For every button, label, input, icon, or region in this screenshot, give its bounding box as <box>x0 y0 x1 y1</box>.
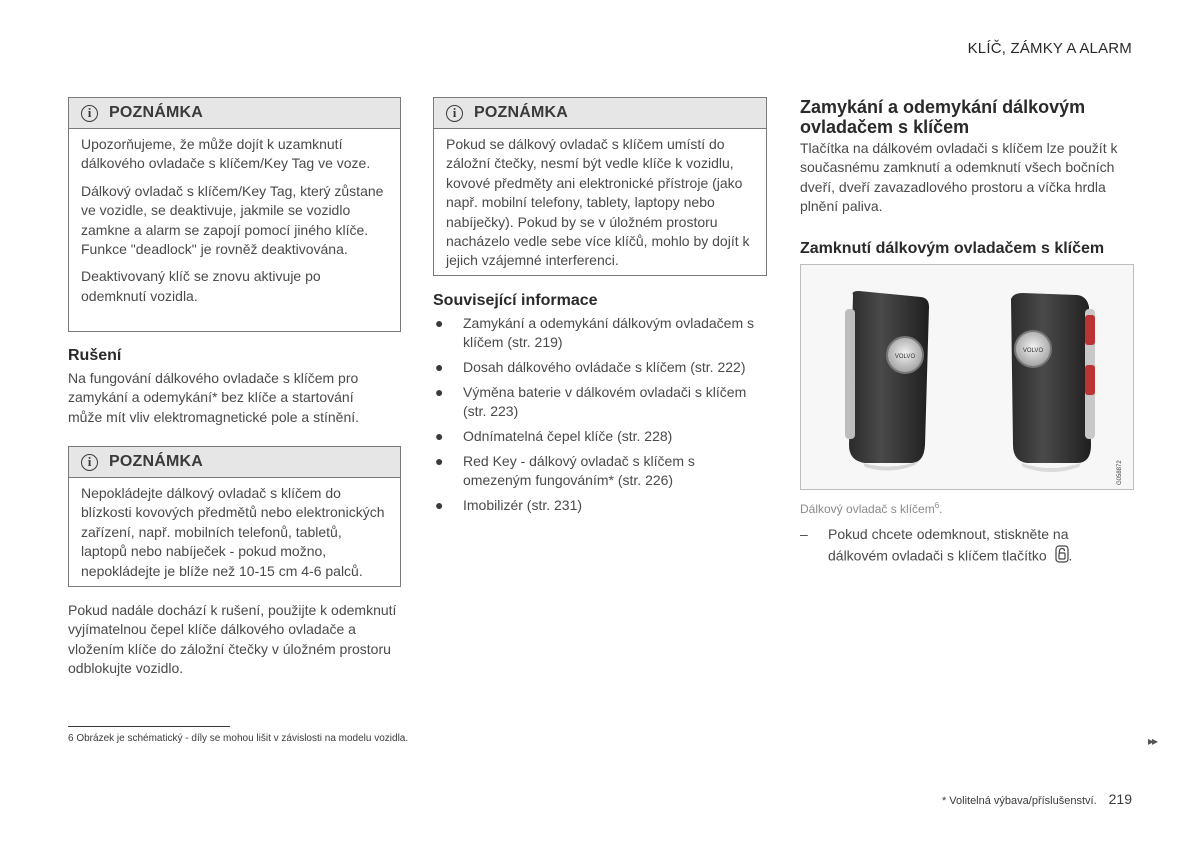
related-link[interactable]: ● Zamykání a odemykání dálkovým ovladačem s klíčem (str. 219) <box>435 315 755 350</box>
note-header <box>434 98 766 129</box>
interference-text: Na fungování dálkového ovladače s klíčem pro zamykání a odemykání* bez klíče a startování může mít vliv elektromagnetické pole a stínění. <box>68 370 360 425</box>
note-paragraph: Pokud se dálkový ovladač s klíčem umístí do záložní čtečky, nesmí být vedle klíče k vozidlu, kovové předměty ani elektronické přístroje (jako např. mobilní telefony, tablety, laptopy nebo nabíječky). Pokud by se v úložném prostoru nacházelo vedle sebe více klíčů, mohlo by dojít k jejich vzájemné interferenci. <box>446 136 750 269</box>
related-link[interactable]: ● Red Key - dálkový ovladač s klíčem s omezeným fungováním* (str. 226) <box>435 453 695 488</box>
section-title: Zamykání a odemykání dálkovým ovladačem s klíčem <box>800 97 1086 137</box>
closing-paragraph: Pokud nadále dochází k rušení, použijte k odemknutí vyjímatelnou čepel klíče dálkového ovladače a vložením klíče do záložní čtečky v úložném prostoru odblokujte vozidlo. <box>68 602 397 677</box>
note-paragraph: Nepokládejte dálkový ovladač s klíčem do blízkosti kovových předmětů nebo elektronických zařízení, např. mobilních telefonů, tabletů, laptopů nebo nabíječek - pokud možno, nepokládejte je blíže než 10-15 cm 4-6 palců. <box>81 485 385 579</box>
related-link[interactable]: ● Dosah dálkového ovládače s klíčem (str. 222) <box>435 359 746 375</box>
step-dash: – <box>800 526 808 542</box>
intro-text: Tlačítka na dálkovém ovladači s klíčem lze použít k současnému zamknutí a odemknutí všech bočních dveří, dveří zavazadlového prostoru a víčka hrdla plnění paliva. <box>800 140 1118 215</box>
note-body <box>69 478 400 589</box>
note-label: POZNÁMKA <box>109 104 204 121</box>
info-icon: i <box>446 105 463 122</box>
key-fob-left <box>845 291 929 471</box>
note-paragraph: Dálkový ovladač s klíčem/Key Tag, který zůstane ve vozidle, se deaktivuje, jakmile se vozidlo zamkne a alarm se zapojí pomocí jiného klíče. Funkce "deadlock" je rovněž deaktivována. <box>81 182 384 258</box>
image-code: G058872 <box>1117 460 1123 485</box>
running-header: KLÍČ, ZÁMKY A ALARM <box>967 40 1132 57</box>
volvo-badge-left: VOLVO <box>894 354 916 360</box>
key-fob-right <box>1011 293 1095 472</box>
key-fob-illustration <box>801 265 1133 489</box>
note-label: POZNÁMKA <box>109 453 204 470</box>
bullet-icon: ● <box>435 315 444 331</box>
note-body <box>434 129 766 279</box>
instruction-step: – Pokud chcete odemknout, stiskněte na dálkovém ovladači s klíčem tlačítko . <box>800 524 1132 569</box>
optional-equipment-note: * Volitelná výbava/příslušenství. <box>941 795 1097 807</box>
subsection-heading: Zamknutí dálkovým ovladačem s klíčem <box>800 240 1105 257</box>
bullet-icon: ● <box>435 359 444 375</box>
related-links-list <box>435 314 765 521</box>
note-box-2 <box>68 446 401 587</box>
key-fob-image <box>800 264 1134 490</box>
section-heading-interference: Rušení <box>68 347 122 364</box>
page-footer <box>942 791 1132 807</box>
note-paragraph: Upozorňujeme, že může dojít k uzamknutí dálkového ovladače s klíčem/Key Tag ve voze. <box>81 136 371 172</box>
note-box-1 <box>68 97 401 332</box>
note-body <box>69 129 400 314</box>
footnote <box>68 733 408 744</box>
unlock-button-icon <box>1055 545 1069 569</box>
page-number: 219 <box>1108 791 1132 807</box>
note-box-3 <box>433 97 767 276</box>
volvo-badge-right: VOLVO <box>1022 348 1044 354</box>
footnote-number: 6 <box>68 733 74 744</box>
related-link[interactable]: ● Výměna baterie v dálkovém ovladači s klíčem (str. 223) <box>435 384 747 419</box>
note-header <box>69 447 400 478</box>
image-caption: Dálkový ovladač s klíčem$^6$. <box>800 501 943 516</box>
related-heading: Související informace <box>433 292 598 309</box>
note-label: POZNÁMKA <box>474 104 569 121</box>
footnote-text: Obrázek je schématický - díly se mohou lišit v závislosti na modelu vozidla. <box>76 733 409 744</box>
continue-arrows-icon: ▸▸ <box>1148 734 1157 748</box>
info-icon: i <box>81 454 98 471</box>
footnote-ref: 6 <box>934 501 940 510</box>
bullet-icon: ● <box>435 453 444 469</box>
bullet-icon: ● <box>435 497 444 513</box>
note-paragraph: Deaktivovaný klíč se znovu aktivuje po odemknutí vozidla. <box>81 268 321 304</box>
step-text: Pokud chcete odemknout, stiskněte na dálkovém ovladači s klíčem tlačítko <box>828 526 1069 564</box>
bullet-icon: ● <box>435 428 444 444</box>
bullet-icon: ● <box>435 384 444 400</box>
note-header <box>69 98 400 129</box>
related-link[interactable]: ● Odnímatelná čepel klíče (str. 228) <box>435 428 673 444</box>
related-link[interactable]: ● Imobilizér (str. 231) <box>435 497 583 513</box>
footnote-divider <box>68 726 230 727</box>
info-icon: i <box>81 105 98 122</box>
